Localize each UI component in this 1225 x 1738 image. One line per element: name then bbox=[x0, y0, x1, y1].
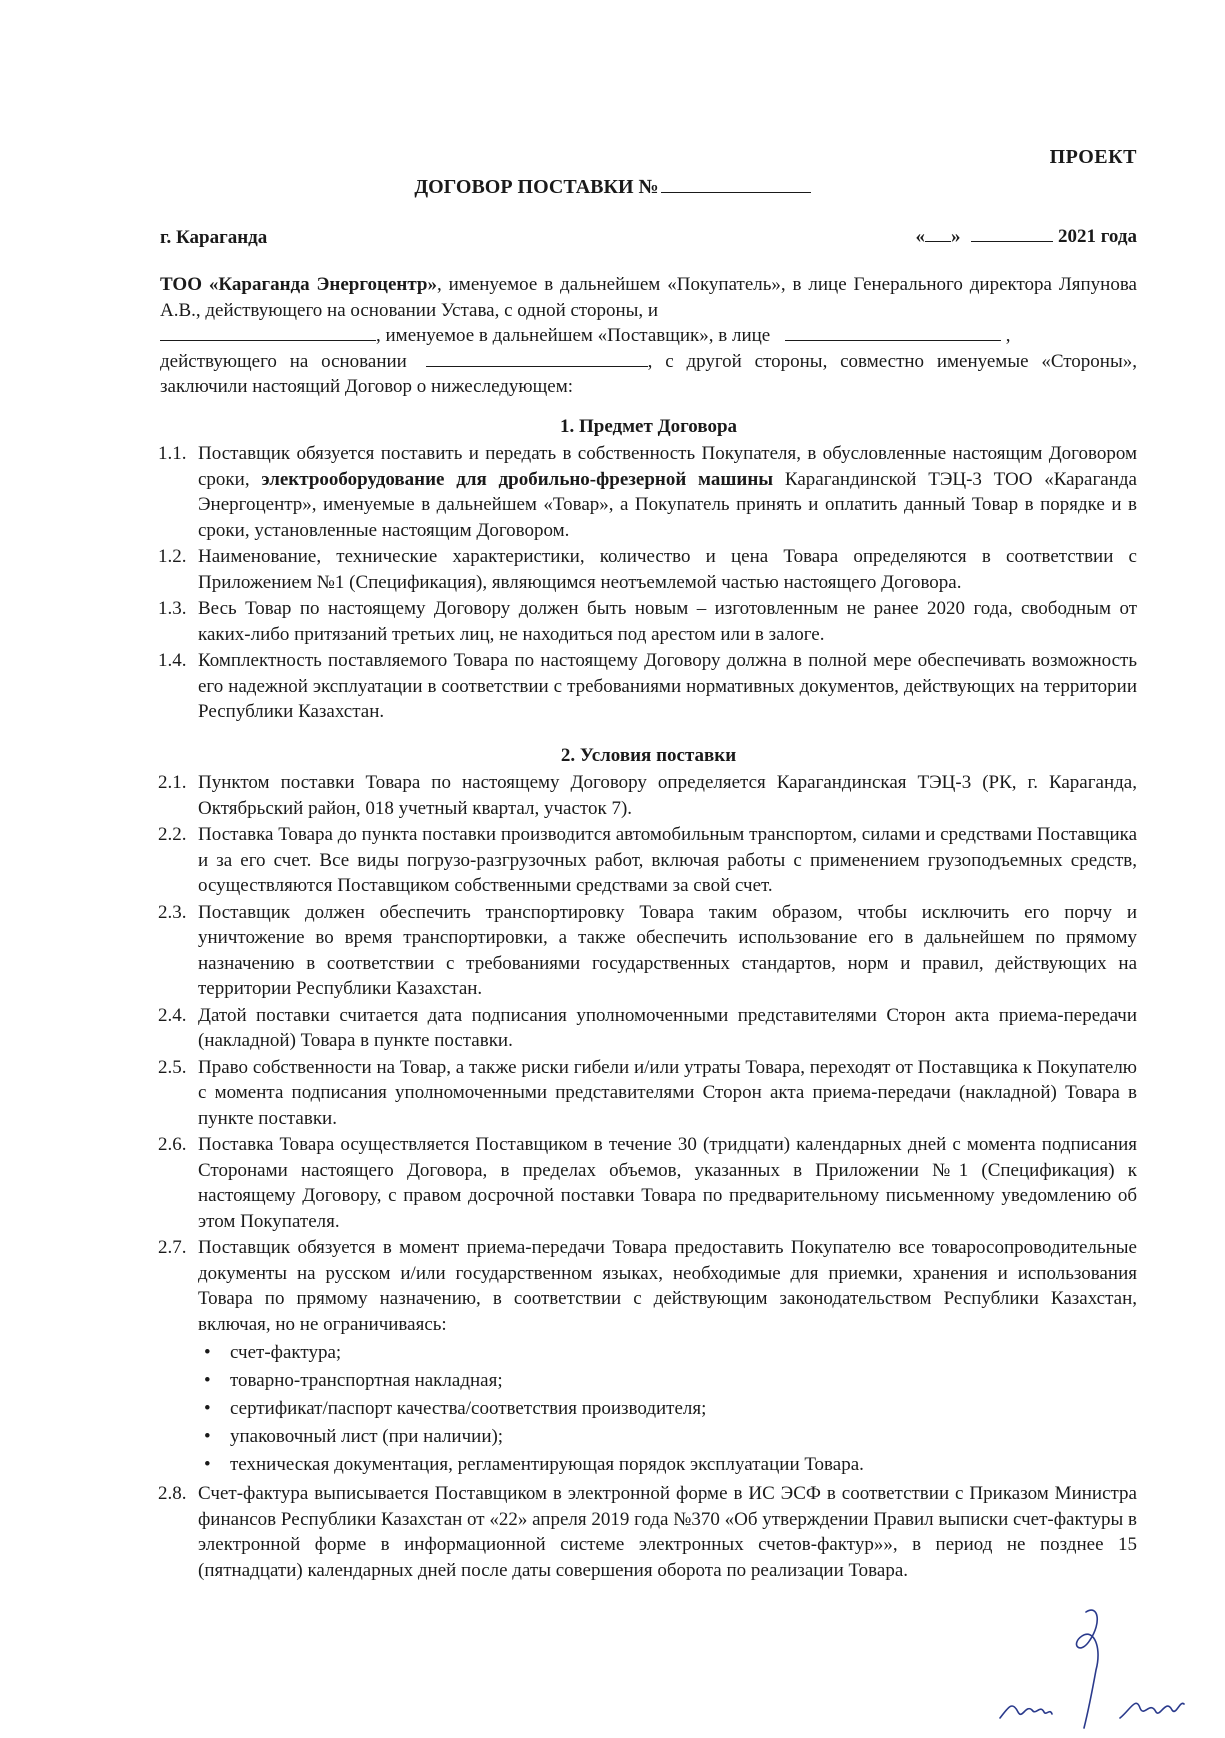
clause-text: Право собственности на Товар, а также риски гибели и/или утраты Товара, переходят от Поставщика к Покупателю с момента подписания уполномоченными представителями Сторон акта приема-передачи (накладной) Товара в пункте поставки. bbox=[198, 1056, 1137, 1129]
clause-text: Пунктом поставки Товара по настоящему Договору определяется Карагандинская ТЭЦ-3 (РК, г. Караганда, Октябрьский район, 018 учетный квартал, участок 7). bbox=[198, 772, 1137, 819]
handwritten-signatures bbox=[990, 1600, 1190, 1730]
clause-2-3 bbox=[160, 900, 1137, 1002]
preamble-part5: , с другой стороны, совместно именуемые «Стороны», заключили настоящий Договор о нижеследующем: bbox=[160, 350, 1137, 397]
signature-center bbox=[1077, 1610, 1099, 1728]
clause-2-8 bbox=[160, 1481, 1137, 1583]
signature-left bbox=[1000, 1706, 1052, 1718]
list-item: • упаковочный лист (при наличии); bbox=[200, 1423, 1137, 1451]
clause-text: Наименование, технические характеристики, количество и цена Товара определяются в соответствии с Приложением №1 (Спецификация), являющимся неотъемлемой частью настоящего Договора. bbox=[198, 546, 1137, 593]
date-day-blank bbox=[925, 225, 951, 242]
date-open-quote: « bbox=[915, 226, 926, 247]
clause-text: Весь Товар по настоящему Договору должен быть новым – изготовленным не ранее 2020 года, свободным от каких-либо притязаний третьих лиц, не находиться под арестом или в залоге. bbox=[198, 598, 1137, 645]
date-month-blank bbox=[971, 225, 1053, 242]
clause-2-5 bbox=[160, 1055, 1137, 1132]
signature-strokes bbox=[1000, 1610, 1184, 1728]
contract-body bbox=[160, 272, 1137, 1584]
clause-1-4 bbox=[160, 648, 1137, 725]
list-item: • техническая документация, регламентирующая порядок эксплуатации Товара. bbox=[200, 1451, 1137, 1479]
contract-date bbox=[916, 225, 1137, 248]
clause-number: 2.2. bbox=[158, 824, 187, 845]
clause-number: 1.4. bbox=[158, 650, 187, 671]
clause-number: 2.5. bbox=[158, 1056, 187, 1078]
clause-1-2 bbox=[160, 544, 1137, 595]
supplier-basis-blank bbox=[426, 350, 648, 367]
list-item: • товарно-транспортная накладная; bbox=[200, 1367, 1137, 1395]
clause-number: 2.6. bbox=[158, 1134, 187, 1155]
section-1-title: 1. Предмет Договора bbox=[559, 415, 738, 437]
clause-text-part: Карагандинской ТЭЦ-3 ТОО «Караганда Энергоцентр», именуемые в дальнейшем «Товар», а Покупатель принять и оплатить данный Товар в порядке и в сроки, установленные настоящим Договором. bbox=[198, 468, 1137, 541]
supplier-representative-blank bbox=[785, 324, 1001, 341]
clause-text: Поставщик обязуется в момент приема-передачи Товара предоставить Покупателю все товаросопроводительные документы на русском и/или государственном языках, необходимые для приемки, хранения и использования Товара по прямому назначению, в соответствии с действующим законодательством Республики Казахстан, включая, но не ограничиваясь: bbox=[198, 1237, 1137, 1335]
clause-number: 2.8. bbox=[158, 1483, 187, 1504]
signature-right bbox=[1120, 1703, 1184, 1718]
clause-text-bold: электрооборудование для дробильно-фрезерной машины bbox=[261, 468, 774, 490]
date-close-quote: » bbox=[951, 226, 961, 247]
date-year: 2021 года bbox=[1058, 226, 1137, 247]
clause-text: Счет-фактура выписывается Поставщиком в электронной форме в ИС ЭСФ в соответствии с Приказом Министра финансов Республики Казахстан от «22» апреля 2019 года №370 «Об утверждении Правил выписки счет-фактуры в электронной форме в информационной системе электронных счетов-фактур»», в период не позднее 15 (пятнадцати) календарных дней после даты совершения оборота по реализации Товара. bbox=[198, 1483, 1137, 1581]
buyer-company: ТОО «Караганда Энергоцентр» bbox=[160, 274, 437, 295]
list-item: • счет-фактура; bbox=[200, 1339, 1137, 1367]
document-list bbox=[200, 1339, 1137, 1479]
list-item: • сертификат/паспорт качества/соответствия производителя; bbox=[200, 1395, 1137, 1423]
clause-number: 2.1. bbox=[158, 772, 187, 793]
clause-number: 2.3. bbox=[158, 901, 187, 923]
clause-text: Комплектность поставляемого Товара по настоящему Договору должна в полной мере обеспечивать возможность его надежной эксплуатации в соответствии с требованиями нормативных документов, действующих на территории Республики Казахстан. bbox=[198, 650, 1137, 722]
clause-1-3 bbox=[160, 596, 1137, 647]
contract-title-text: ДОГОВОР ПОСТАВКИ № bbox=[414, 176, 659, 198]
clause-number: 1.3. bbox=[158, 598, 187, 619]
clause-text: Поставщик должен обеспечить транспортировку Товара таким образом, чтобы исключить его порчу и уничтожение во время транспортировки, а также обеспечить использование его в дальнейшем по прямому назначению в соответствии с требованиями государственных стандартов, норм и правил, действующих на территории Республики Казахстан. bbox=[198, 901, 1137, 999]
clause-2-7 bbox=[160, 1235, 1137, 1337]
clause-1-1 bbox=[160, 441, 1137, 543]
clause-2-2 bbox=[160, 822, 1137, 899]
clause-text: Поставка Товара до пункта поставки производится автомобильным транспортом, силами и средствами Поставщика и за его счет. Все виды погрузо-разгрузочных работ, включая работы с применением грузоподъемных средств, осуществляются Поставщиком собственными средствами за свой счет. bbox=[198, 824, 1138, 896]
clause-2-6 bbox=[160, 1132, 1137, 1234]
contract-city: г. Караганда bbox=[160, 227, 268, 248]
contract-number-blank bbox=[661, 174, 811, 193]
clause-text: Датой поставки считается дата подписания уполномоченными представителями Сторон акта приема-передачи (накладной) Товара в пункте поставки. bbox=[198, 1004, 1137, 1051]
clause-2-1 bbox=[160, 770, 1137, 821]
clause-text bbox=[198, 441, 1137, 543]
preamble-part3: , bbox=[1005, 325, 1011, 346]
clause-text-part: Поставщик обязуется поставить и передать в собственность Покупателя, в обусловленные настоящим Договором сроки, bbox=[198, 443, 1137, 490]
clause-number: 1.1. bbox=[158, 443, 187, 464]
preamble-part1: , именуемое в дальнейшем «Покупатель», в лице Генерального директора Ляпунова А.В., действующего на основании Устава, с одной стороны, и bbox=[160, 274, 1137, 321]
clause-number: 1.2. bbox=[158, 546, 187, 567]
section-2-title: 2. Условия поставки bbox=[560, 744, 737, 766]
clause-number: 2.7. bbox=[158, 1237, 187, 1258]
clause-text: Поставка Товара осуществляется Поставщиком в течение 30 (тридцати) календарных дней с момента подписания Сторонами настоящего Договора, в пределах объемов, указанных в Приложении №1 (Спецификация) к настоящему Договору, с правом досрочной поставки Товара по предварительному письменному уведомлению об этом Покупателя. bbox=[198, 1134, 1137, 1232]
supplier-name-blank bbox=[160, 324, 376, 341]
contract-title bbox=[0, 174, 1225, 199]
preamble bbox=[160, 272, 1137, 400]
draft-label: ПРОЕКТ bbox=[1049, 146, 1137, 168]
clause-2-4 bbox=[160, 1003, 1137, 1054]
preamble-part2: , именуемое в дальнейшем «Поставщик», в лице bbox=[376, 325, 771, 346]
clause-number: 2.4. bbox=[158, 1004, 187, 1026]
preamble-part4: действующего на основании bbox=[160, 350, 407, 372]
